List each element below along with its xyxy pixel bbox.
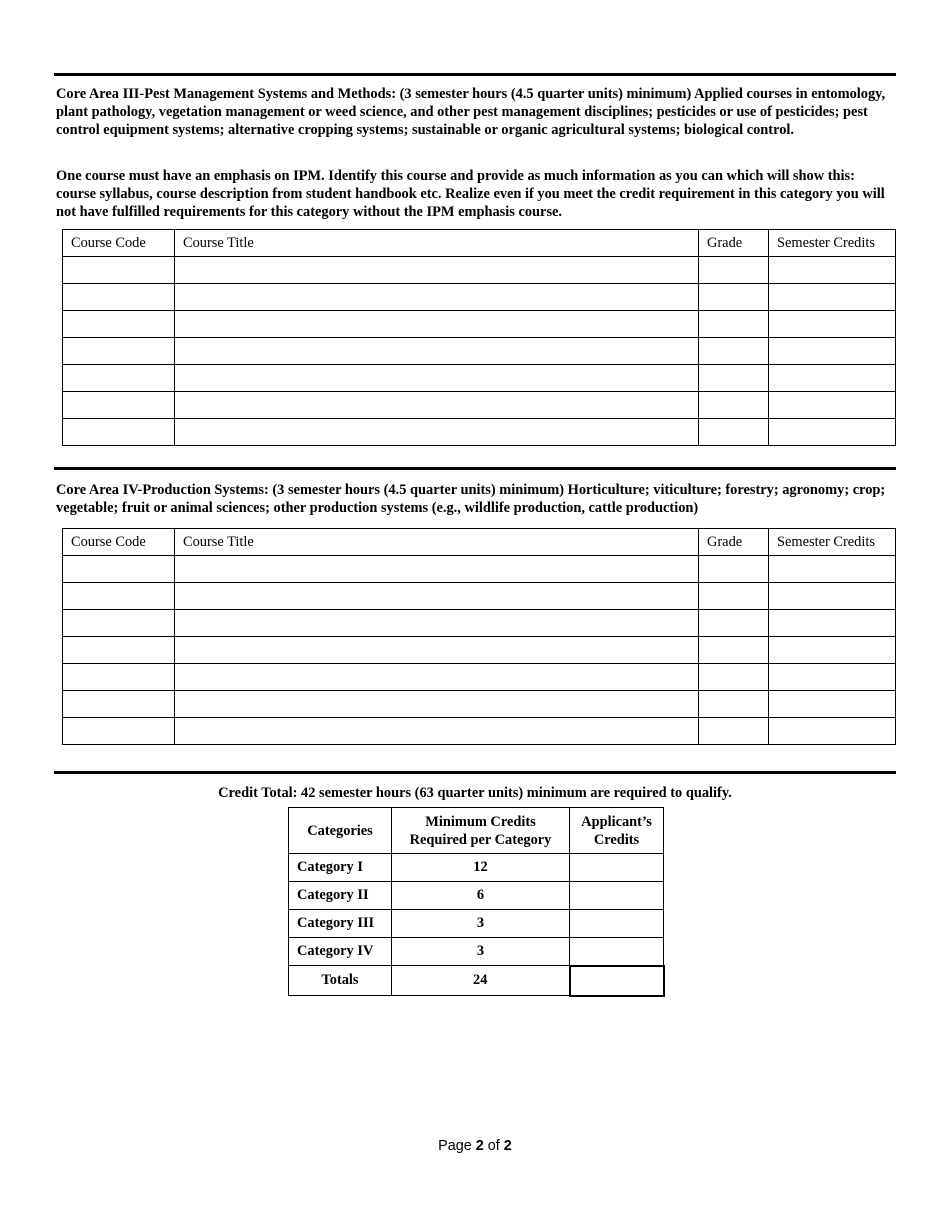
semester-credits-cell[interactable] xyxy=(769,583,896,610)
course-code-cell[interactable] xyxy=(63,637,175,664)
table-row xyxy=(63,664,896,691)
course-title-cell[interactable] xyxy=(175,691,699,718)
course-title-cell[interactable] xyxy=(175,664,699,691)
minimum-credits-value: 3 xyxy=(392,938,570,966)
semester-credits-cell[interactable] xyxy=(769,311,896,338)
table-row xyxy=(63,419,896,446)
grade-cell[interactable] xyxy=(699,610,769,637)
table-row xyxy=(289,854,664,882)
col-grade: Grade xyxy=(699,529,769,556)
table-row xyxy=(289,938,664,966)
grade-cell[interactable] xyxy=(699,583,769,610)
totals-label: Totals xyxy=(289,966,392,996)
table-row xyxy=(63,365,896,392)
col-course-title: Course Title xyxy=(175,230,699,257)
grade-cell[interactable] xyxy=(699,392,769,419)
table-row xyxy=(63,691,896,718)
summary-header-row xyxy=(289,808,664,854)
applicant-credits-cell[interactable] xyxy=(570,882,664,910)
applicant-credits-cell[interactable] xyxy=(570,938,664,966)
grade-cell[interactable] xyxy=(699,365,769,392)
course-title-cell[interactable] xyxy=(175,419,699,446)
core-area-3-course-table xyxy=(62,229,896,446)
course-code-cell[interactable] xyxy=(63,311,175,338)
applicant-total-credits-cell[interactable] xyxy=(570,966,664,996)
course-code-cell[interactable] xyxy=(63,257,175,284)
section-divider xyxy=(54,73,896,76)
course-title-cell[interactable] xyxy=(175,338,699,365)
table-row xyxy=(63,257,896,284)
course-code-cell[interactable] xyxy=(63,583,175,610)
course-title-cell[interactable] xyxy=(175,610,699,637)
table-row xyxy=(289,882,664,910)
category-label: Category I xyxy=(289,854,392,882)
course-title-cell[interactable] xyxy=(175,365,699,392)
col-grade: Grade xyxy=(699,230,769,257)
col-course-code: Course Code xyxy=(63,230,175,257)
semester-credits-cell[interactable] xyxy=(769,338,896,365)
col-semester-credits: Semester Credits xyxy=(769,529,896,556)
course-code-cell[interactable] xyxy=(63,718,175,745)
table-row xyxy=(63,284,896,311)
core-area-4-description: Core Area IV-Production Systems: (3 semester hours (4.5 quarter units) minimum) Horticulture; viticulture; forestry; agronomy; crop; vegetable; fruit or animal sciences; other production systems (e.g., wildlife production, cattle production) xyxy=(56,482,886,516)
totals-row xyxy=(289,966,664,996)
totals-minimum-value: 24 xyxy=(392,966,570,996)
col-categories: Categories xyxy=(289,808,392,854)
course-code-cell[interactable] xyxy=(63,691,175,718)
ipm-emphasis-note: One course must have an emphasis on IPM. Identify this course and provide as much information as you can which will show this: course syllabus, course description from student handbook etc. Realize even if you meet the credit requirement in this category you will not have fulfilled requirements for this category without the IPM emphasis course. xyxy=(56,168,885,220)
col-course-title: Course Title xyxy=(175,529,699,556)
col-applicant-credits: Applicant’s Credits xyxy=(570,808,664,854)
category-label: Category II xyxy=(289,882,392,910)
col-minimum-credits: Minimum Credits Required per Category xyxy=(392,808,570,854)
course-code-cell[interactable] xyxy=(63,610,175,637)
semester-credits-cell[interactable] xyxy=(769,691,896,718)
semester-credits-cell[interactable] xyxy=(769,664,896,691)
grade-cell[interactable] xyxy=(699,311,769,338)
core-area-4-course-table xyxy=(62,528,896,745)
table-row xyxy=(63,338,896,365)
table-row xyxy=(63,392,896,419)
semester-credits-cell[interactable] xyxy=(769,419,896,446)
table-row xyxy=(63,583,896,610)
course-title-cell[interactable] xyxy=(175,637,699,664)
table-header-row xyxy=(63,529,896,556)
semester-credits-cell[interactable] xyxy=(769,718,896,745)
course-code-cell[interactable] xyxy=(63,664,175,691)
course-code-cell[interactable] xyxy=(63,556,175,583)
grade-cell[interactable] xyxy=(699,637,769,664)
semester-credits-cell[interactable] xyxy=(769,556,896,583)
minimum-credits-value: 3 xyxy=(392,910,570,938)
grade-cell[interactable] xyxy=(699,338,769,365)
table-row xyxy=(63,718,896,745)
course-code-cell[interactable] xyxy=(63,365,175,392)
table-row xyxy=(63,610,896,637)
course-code-cell[interactable] xyxy=(63,284,175,311)
applicant-credits-cell[interactable] xyxy=(570,910,664,938)
credit-summary-table xyxy=(288,807,665,997)
minimum-credits-value: 12 xyxy=(392,854,570,882)
category-label: Category III xyxy=(289,910,392,938)
semester-credits-cell[interactable] xyxy=(769,610,896,637)
course-title-cell[interactable] xyxy=(175,311,699,338)
semester-credits-cell[interactable] xyxy=(769,284,896,311)
course-title-cell[interactable] xyxy=(175,392,699,419)
course-code-cell[interactable] xyxy=(63,419,175,446)
credit-total-statement: Credit Total: 42 semester hours (63 quarter units) minimum are required to qualify. xyxy=(218,785,732,801)
category-label: Category IV xyxy=(289,938,392,966)
minimum-credits-value: 6 xyxy=(392,882,570,910)
table-row xyxy=(63,556,896,583)
grade-cell[interactable] xyxy=(699,284,769,311)
course-code-cell[interactable] xyxy=(63,392,175,419)
semester-credits-cell[interactable] xyxy=(769,257,896,284)
table-row xyxy=(63,637,896,664)
grade-cell[interactable] xyxy=(699,664,769,691)
course-title-cell[interactable] xyxy=(175,284,699,311)
course-title-cell[interactable] xyxy=(175,718,699,745)
grade-cell[interactable] xyxy=(699,556,769,583)
page-number: Page 2 of 2 xyxy=(438,1138,512,1154)
table-header-row xyxy=(63,230,896,257)
course-title-cell[interactable] xyxy=(175,583,699,610)
semester-credits-cell[interactable] xyxy=(769,637,896,664)
course-title-cell[interactable] xyxy=(175,556,699,583)
grade-cell[interactable] xyxy=(699,257,769,284)
grade-cell[interactable] xyxy=(699,691,769,718)
course-title-cell[interactable] xyxy=(175,257,699,284)
core-area-3-description: Core Area III-Pest Management Systems and Methods: (3 semester hours (4.5 quarter units) minimum) Applied courses in entomology, plant pathology, vegetation management or weed science, and other pest management disciplines; pesticides or use of pesticides; pest control equipment systems; alternative cropping systems; sustainable or organic agricultural systems; biological control. xyxy=(56,86,886,138)
table-row xyxy=(289,910,664,938)
grade-cell[interactable] xyxy=(699,419,769,446)
semester-credits-cell[interactable] xyxy=(769,392,896,419)
applicant-credits-cell[interactable] xyxy=(570,854,664,882)
course-code-cell[interactable] xyxy=(63,338,175,365)
section-divider xyxy=(54,467,896,470)
table-row xyxy=(63,311,896,338)
col-semester-credits: Semester Credits xyxy=(769,230,896,257)
section-divider xyxy=(54,771,896,774)
col-course-code: Course Code xyxy=(63,529,175,556)
semester-credits-cell[interactable] xyxy=(769,365,896,392)
grade-cell[interactable] xyxy=(699,718,769,745)
